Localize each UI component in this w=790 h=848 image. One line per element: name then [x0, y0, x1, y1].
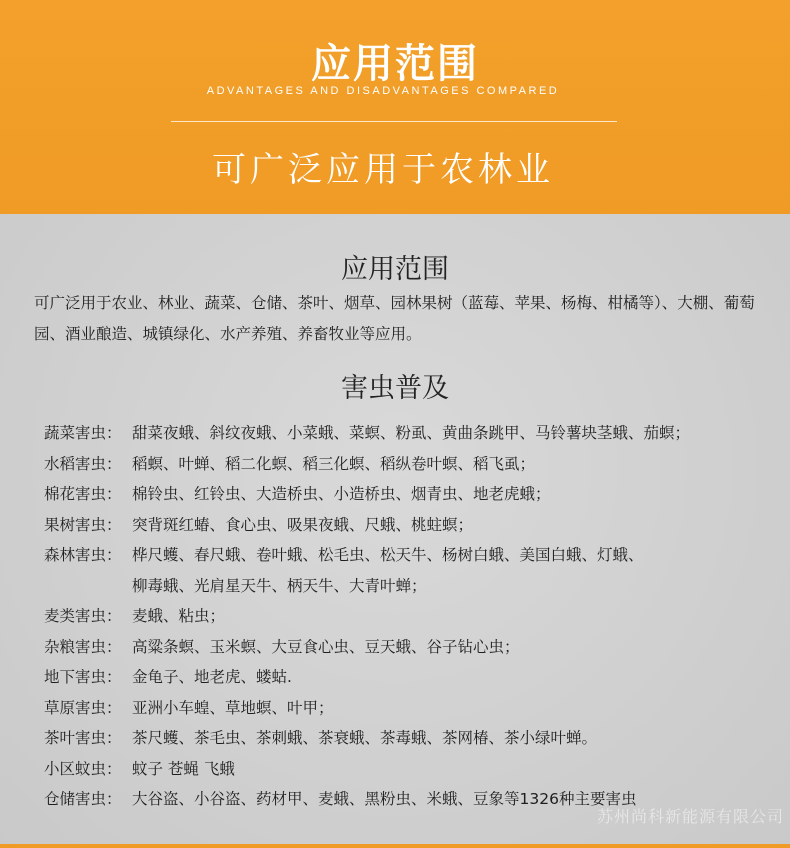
- pest-names: 大谷盗、小谷盗、药材甲、麦蛾、黑粉虫、米蛾、豆象等1326种主要害虫: [132, 790, 637, 808]
- pest-names: 亚洲小车蝗、草地螟、叶甲；: [132, 698, 334, 717]
- pest-category-label: 麦类害虫：: [44, 607, 122, 625]
- pest-names: 突背斑红蝽、食心虫、吸果夜蛾、尺蛾、桃蛀螟；: [132, 515, 474, 534]
- pest-category-label: 杂粮害虫：: [44, 637, 122, 656]
- scope-text: 可广泛用于农业、林业、蔬菜、仓储、茶叶、烟草、园林果树（蓝莓、苹果、杨梅、柑橘等）、大棚、葡萄园、酒业酿造、城镇绿化、水产养殖、养畜牧业等应用。: [34, 294, 755, 343]
- pest-category-label: 水稻害虫：: [44, 454, 122, 473]
- header-tagline: 可广泛应用于农林业: [212, 150, 554, 190]
- pest-category-label: 果树害虫：: [44, 515, 122, 534]
- pest-row: [44, 510, 774, 541]
- pest-row: [44, 540, 774, 571]
- pest-row: [44, 571, 774, 602]
- pest-row: [44, 449, 774, 480]
- pest-category-label: 仓储害虫：: [44, 790, 122, 808]
- pest-names: 柳毒蛾、光肩星天牛、柄天牛、大青叶蝉；: [132, 576, 427, 595]
- page-title: 应用范围: [311, 41, 479, 87]
- pest-names: 桦尺蠖、春尺蛾、卷叶蛾、松毛虫、松天牛、杨树白蛾、美国白蛾、灯蛾、: [132, 546, 644, 564]
- pest-category-label: 小区蚊虫：: [44, 759, 122, 778]
- pest-names: 麦蛾、粘虫；: [132, 607, 226, 625]
- pest-names: 棉铃虫、红铃虫、大造桥虫、小造桥虫、烟青虫、地老虎蛾；: [132, 485, 551, 503]
- pest-row: [44, 601, 774, 632]
- pest-row: [44, 754, 774, 785]
- pest-row: [44, 632, 774, 663]
- pest-row: [44, 418, 774, 449]
- company-watermark: 苏州尚科新能源有限公司: [596, 807, 784, 826]
- pest-row: [44, 662, 774, 693]
- pest-names: 高粱条螟、玉米螟、大豆食心虫、豆天蛾、谷子钻心虫；: [132, 637, 520, 656]
- pest-names: 稻螟、叶蝉、稻二化螟、稻三化螟、稻纵卷叶螟、稻飞虱；: [132, 454, 536, 473]
- scope-title: 应用范围: [341, 254, 449, 285]
- pest-category-label: 蔬菜害虫：: [44, 424, 122, 442]
- pest-category-label: [44, 571, 132, 602]
- pest-names: 金龟子、地老虎、蝼蛄.: [132, 668, 292, 686]
- pest-names: 甜菜夜蛾、斜纹夜蛾、小菜蛾、菜螟、粉虱、黄曲条跳甲、马铃薯块茎蛾、茄螟；: [132, 424, 691, 442]
- header-divider: [171, 121, 617, 122]
- pest-category-label: 地下害虫：: [44, 668, 122, 686]
- pest-names: 蚊子 苍蝇 飞蛾: [132, 759, 235, 778]
- page-subtitle: ADVANTAGES AND DISADVANTAGES COMPARED: [206, 85, 560, 97]
- pest-category-label: 草原害虫：: [44, 698, 122, 717]
- pest-category-label: 棉花害虫：: [44, 485, 122, 503]
- pest-list: [44, 418, 774, 815]
- bottom-accent-line: [0, 844, 790, 848]
- header-banner: [0, 0, 790, 214]
- pest-names: 茶尺蠖、茶毛虫、茶刺蛾、茶衰蛾、茶毒蛾、茶网椿、茶小绿叶蝉。: [132, 729, 598, 747]
- pest-row: [44, 693, 774, 724]
- pest-category-label: 茶叶害虫：: [44, 729, 122, 747]
- pests-title: 害虫普及: [341, 373, 449, 404]
- pest-row: [44, 479, 774, 510]
- pest-row: [44, 723, 774, 754]
- pest-category-label: 森林害虫：: [44, 546, 122, 564]
